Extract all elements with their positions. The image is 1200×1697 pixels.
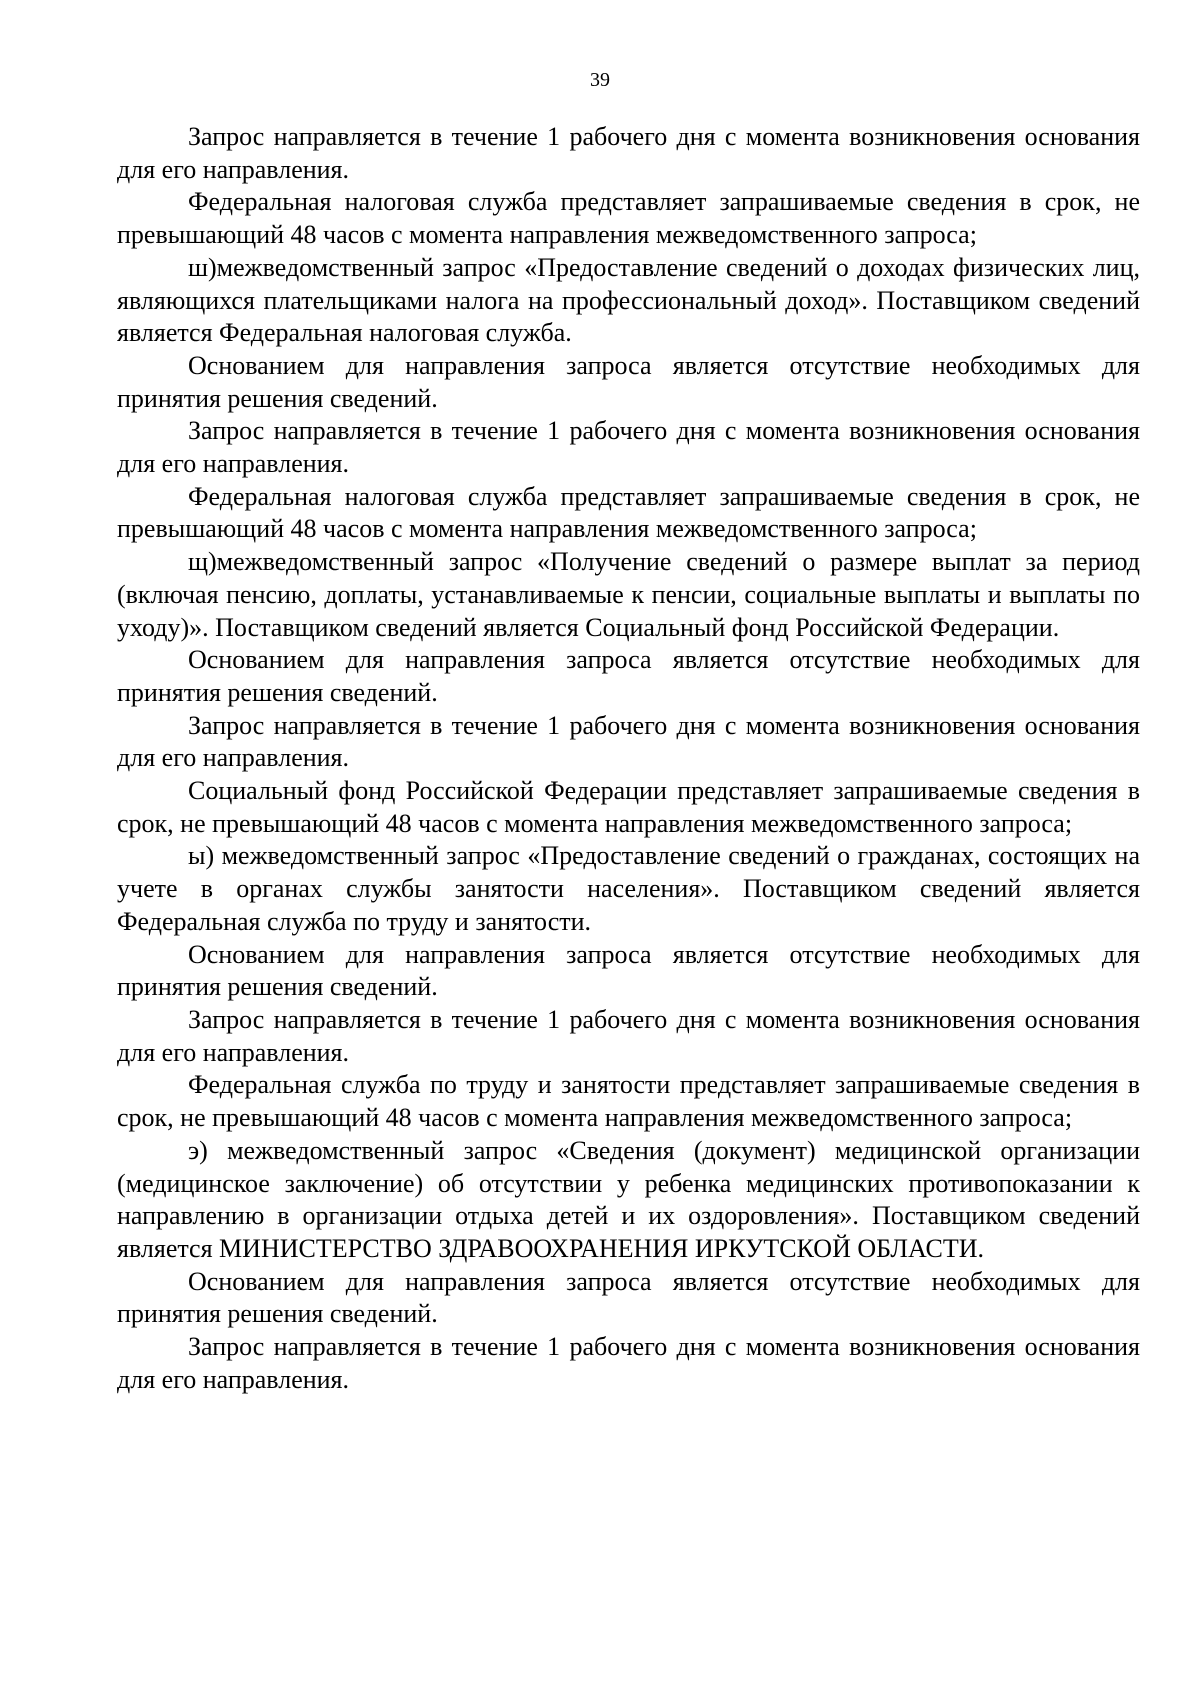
paragraph: Запрос направляется в течение 1 рабочего дня с момента возникновения основания для его направления. <box>117 1332 1140 1394</box>
paragraph: Основанием для направления запроса является отсутствие необходимых для принятия решения сведений. <box>117 939 1140 1002</box>
paragraph: Запрос направляется в течение 1 рабочего дня с момента возникновения основания для его направления. <box>117 1004 1140 1067</box>
paragraph: э) межведомственный запрос «Сведения (документ) медицинской организации (медицинское заключение) об отсутствии у ребенка медицинских противопоказании к направлению в организации отдыха детей и их оздоровления». Поставщиком сведений является МИНИСТЕРСТВО ЗДРАВООХРАНЕНИЯ ИРКУТСКОЙ ОБЛАСТИ. <box>117 1135 1140 1263</box>
paragraph: Социальный фонд Российской Федерации представляет запрашиваемые сведения в срок, не превышающий 48 часов с момента направления межведомственного запроса; <box>117 776 1140 838</box>
paragraph: Запрос направляется в течение 1 рабочего дня с момента возникновения основания для его направления. <box>117 710 1140 773</box>
paragraph: Запрос направляется в течение 1 рабочего дня с момента возникновения основания для его направления. <box>117 416 1140 479</box>
page-number: 39 <box>590 69 610 91</box>
document-body <box>117 121 1140 1396</box>
paragraph: Запрос направляется в течение 1 рабочего дня с момента возникновения основания для его направления. <box>117 122 1140 184</box>
paragraph: ш)межведомственный запрос «Предоставление сведений о доходах физических лиц, являющихся плательщиками налога на профессиональный доход». Поставщиком сведений является Федеральная налоговая служба. <box>117 252 1140 348</box>
paragraph: Основанием для направления запроса является отсутствие необходимых для принятия решения сведений. <box>117 350 1140 413</box>
paragraph: Федеральная налоговая служба представляет запрашиваемые сведения в срок, не превышающий 48 часов с момента направления межведомственного запроса; <box>117 481 1140 544</box>
paragraph: щ)межведомственный запрос «Получение сведений о размере выплат за период (включая пенсию, доплаты, устанавливаемые к пенсии, социальные выплаты и выплаты по уходу)». Поставщиком сведений является Социальный фонд Российской Федерации. <box>117 547 1140 642</box>
paragraph: Основанием для направления запроса является отсутствие необходимых для принятия решения сведений. <box>117 645 1140 707</box>
paragraph: Федеральная налоговая служба представляет запрашиваемые сведения в срок, не превышающий 48 часов с момента направления межведомственного запроса; <box>117 187 1140 250</box>
paragraph: Федеральная служба по труду и занятости представляет запрашиваемые сведения в срок, не превышающий 48 часов с момента направления межведомственного запроса; <box>117 1070 1140 1133</box>
paragraph: ы) межведомственный запрос «Предоставление сведений о гражданах, состоящих на учете в органах службы занятости населения». Поставщиком сведений является Федеральная служба по труду и занятости. <box>117 841 1140 936</box>
paragraph: Основанием для направления запроса является отсутствие необходимых для принятия решения сведений. <box>117 1266 1140 1329</box>
